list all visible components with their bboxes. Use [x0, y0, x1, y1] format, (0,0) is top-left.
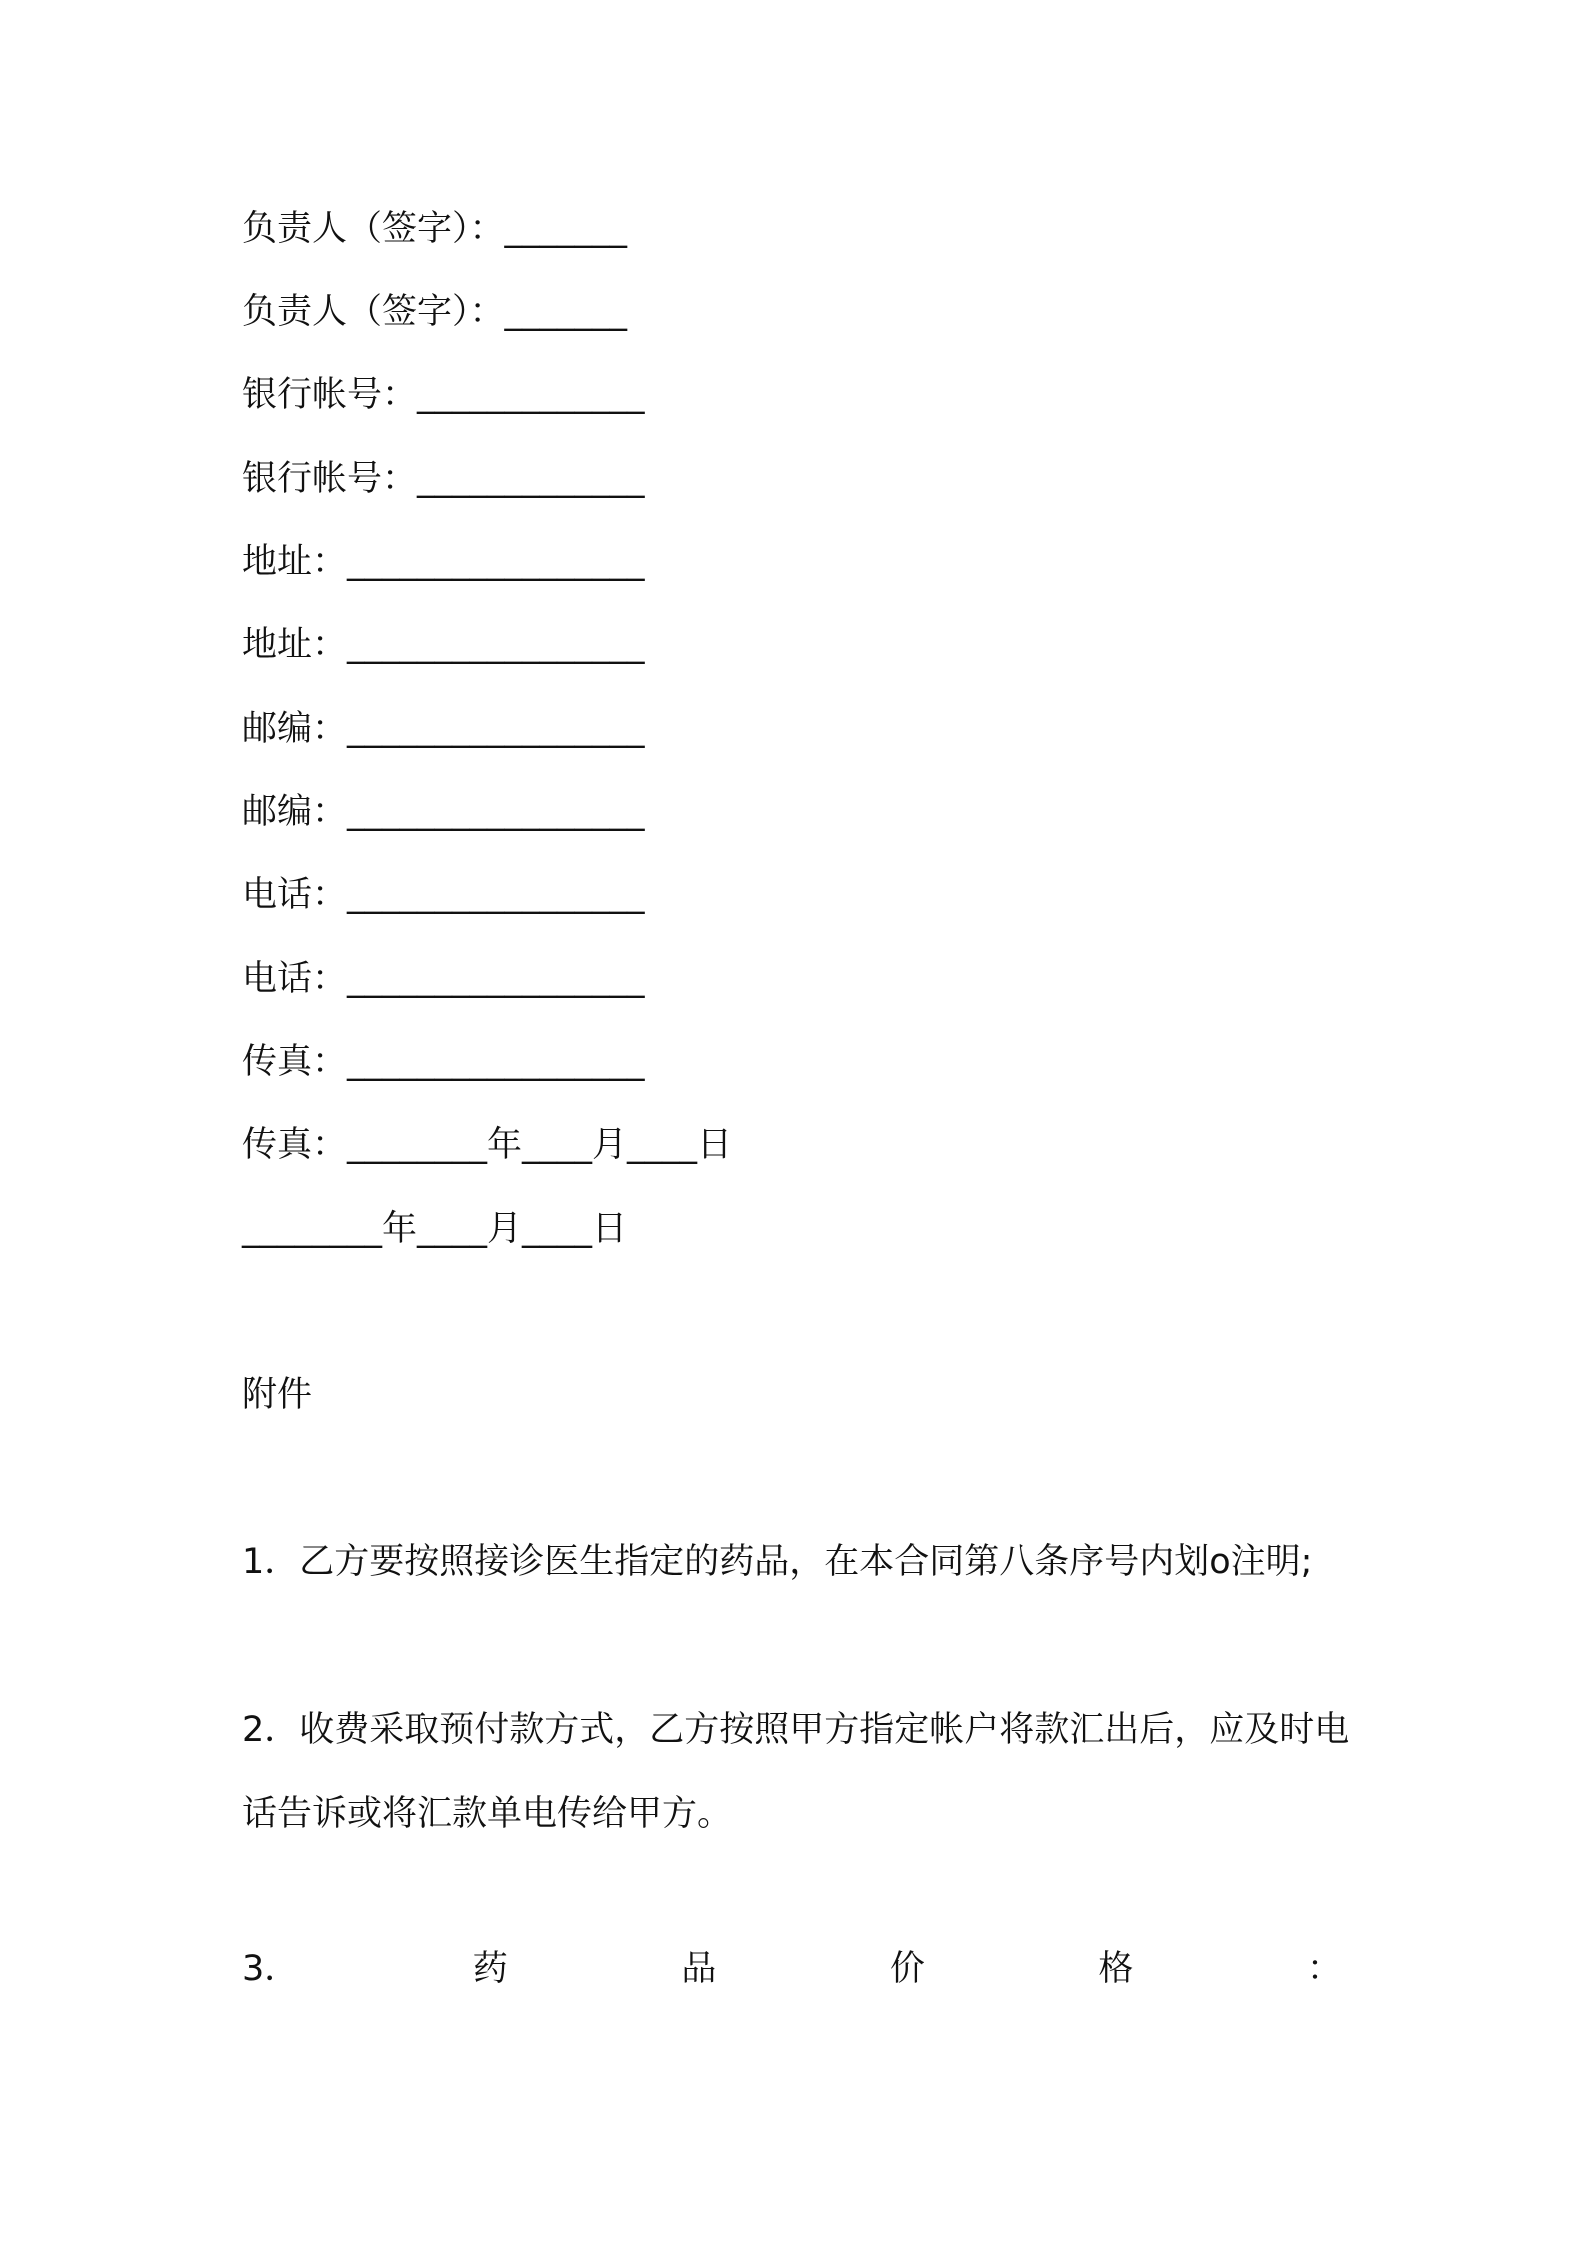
attachment-item-1: 1．乙方要按照接诊医生指定的药品，在本合同第八条序号内划o注明; [242, 1542, 1313, 1582]
bank-account-line-1: 银行帐号：_____________ [242, 375, 645, 415]
signature-line-responsible-person-1: 负责人（签字）：_______ [242, 209, 628, 249]
address-line-1: 地址：_________________ [242, 542, 645, 582]
address-line-2: 地址：_________________ [242, 625, 645, 665]
item-3-number: 3． [242, 1949, 300, 1989]
date-line: ________年____月____日 [242, 1209, 628, 1249]
phone-line-1: 电话：_________________ [242, 875, 645, 915]
postcode-line-1: 邮编：_________________ [242, 709, 645, 749]
attachment-item-2: 2．收费采取预付款方式，乙方按照甲方指定帐户将款汇出后，应及时电话告诉或将汇款单电传给甲方。 [242, 1710, 1350, 1834]
bank-account-line-2: 银行帐号：_____________ [242, 459, 645, 499]
signature-line-responsible-person-2: 负责人（签字）：_______ [242, 292, 628, 332]
attachment-heading: 附件 [242, 1375, 313, 1415]
postcode-line-2: 邮编：_________________ [242, 792, 645, 832]
item-3-char-3: 价 [889, 1949, 925, 1989]
item-3-char-2: 品 [681, 1949, 717, 1989]
phone-line-2: 电话：_________________ [242, 959, 645, 999]
fax-line-1: 传真：_________________ [242, 1042, 645, 1082]
item-3-char-4: 格 [1098, 1949, 1134, 1989]
fax-date-line: 传真：________年____月____日 [242, 1125, 733, 1165]
item-3-char-1: 药 [472, 1949, 508, 1989]
attachment-item-3-heading [242, 1948, 1342, 1990]
item-3-colon: ： [1306, 1949, 1342, 1989]
